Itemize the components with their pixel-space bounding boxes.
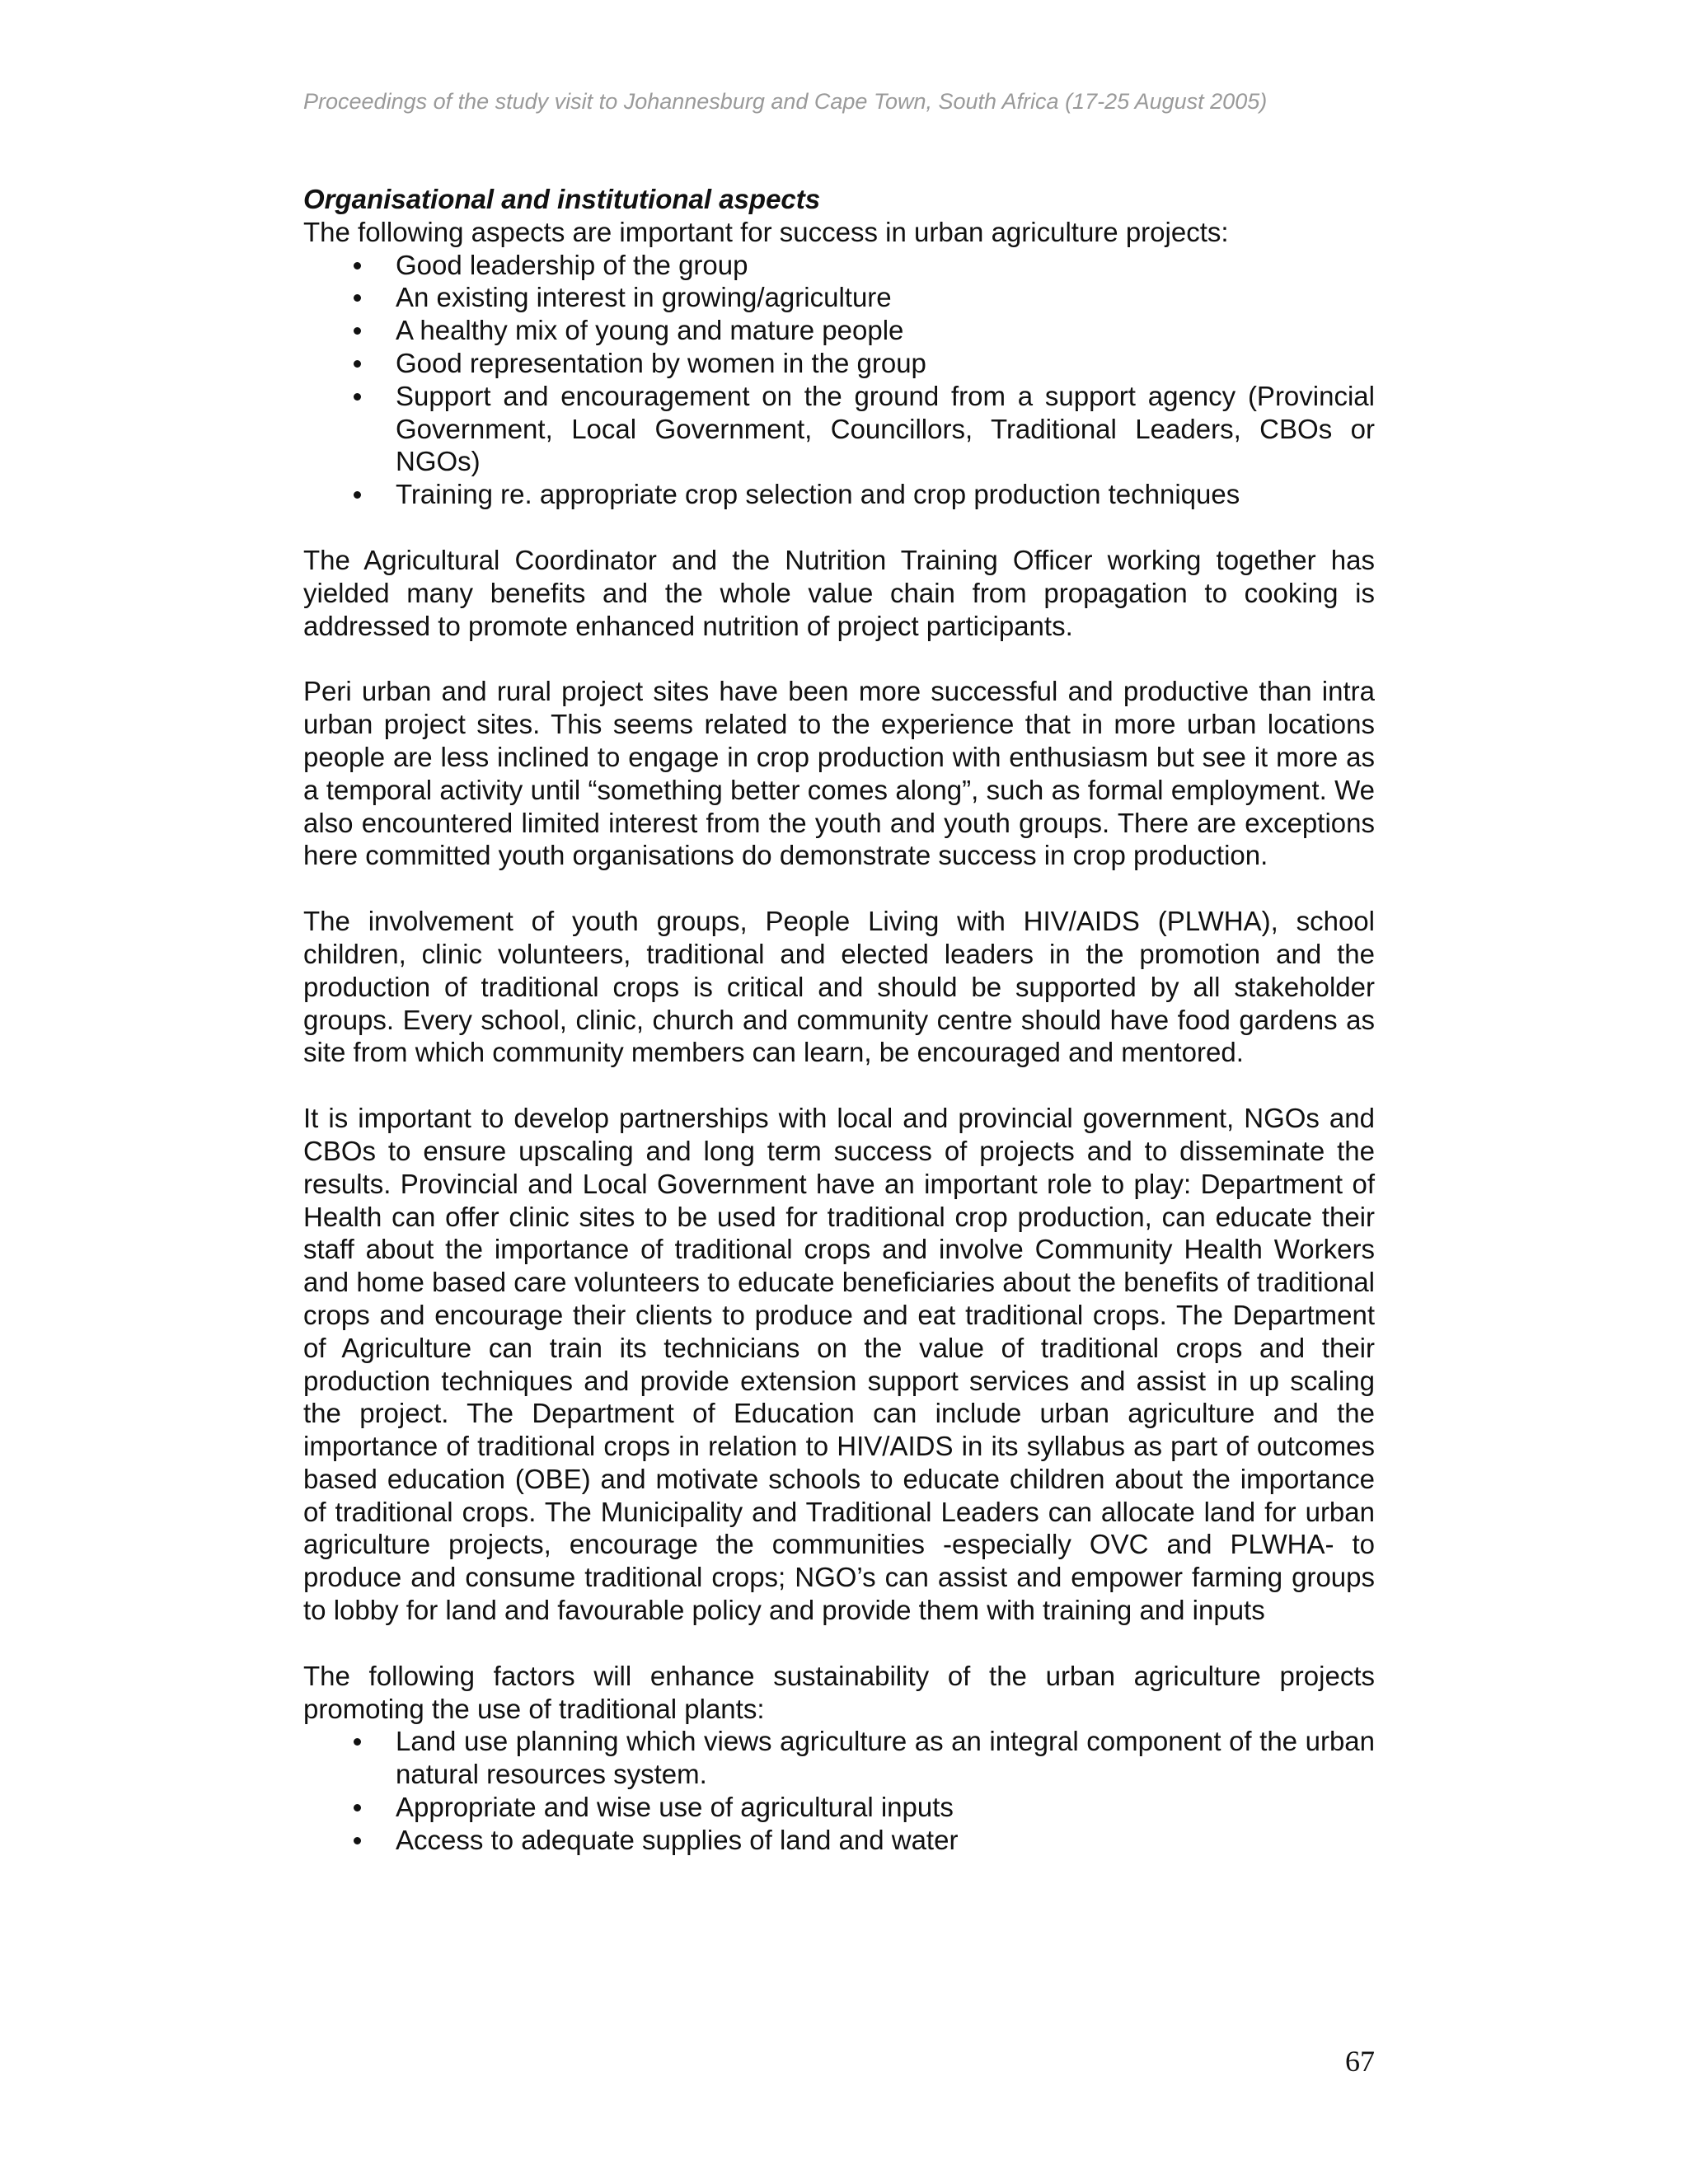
list-item	[303, 478, 1375, 511]
bullet-icon	[354, 393, 361, 401]
bullet-icon	[354, 262, 361, 269]
bullet-icon	[354, 1738, 361, 1746]
body-paragraph: Peri urban and rural project sites have been more successful and productive than intra urban project sites. This seems related to the experience that in more urban locations people are less inclined to engage in crop production with enthusiasm but see it more as a temporal activity until “something better comes along”, such as formal employment. We also encountered limited interest from the youth and youth groups. There are exceptions here committed youth organisations do demonstrate success in crop production.	[303, 676, 1375, 871]
body-paragraph: It is important to develop partnerships with local and provincial government, NGOs and CBOs to ensure upscaling and long term success of projects and to disseminate the results. Provincial and Local Government have an important role to play: Department of Health can offer clinic sites to be used for traditional crop production, can educate their staff about the importance of traditional crops and involve Community Health Workers and home based care volunteers to educate beneficiaries about the benefits of traditional crops and encourage their clients to produce and eat traditional crops. The Department of Agriculture can train its technicians on the value of traditional crops and their production techniques and provide extension support services and assist in up scaling the project. The Department of Education can include urban agriculture and the importance of traditional crops in relation to HIV/AIDS in its syllabus as part of outcomes based education (OBE) and motivate schools to educate children about the importance of traditional crops. The Municipality and Traditional Leaders can allocate land for urban agriculture projects, encourage the communities -especially OVC and PLWHA- to produce and consume traditional crops; NGO’s can assist and empower farming groups to lobby for land and favourable policy and provide them with training and inputs	[303, 1103, 1375, 1626]
list-item	[303, 347, 1375, 380]
success-factors-list	[303, 249, 1375, 511]
list-item-text: Support and encouragement on the ground from a support agency (Provincial Government, Local Government, Councillors, Traditional Leaders, CBOs or NGOs)	[396, 380, 1375, 477]
list-item	[303, 1791, 1375, 1824]
body-paragraph: The Agricultural Coordinator and the Nutrition Training Officer working together has yielded many benefits and the whole value chain from propagation to cooking is addressed to promote enhanced nutrition of project participants.	[303, 544, 1375, 641]
page-number: 67	[1345, 2045, 1375, 2078]
list-item-text: Land use planning which views agriculture as an integral component of the urban natural resources system.	[396, 1726, 1375, 1790]
list-item	[303, 1824, 1375, 1857]
page-body	[303, 183, 1375, 1857]
list-item	[303, 249, 1375, 282]
sustainability-intro: The following factors will enhance sustainability of the urban agriculture projects promoting the use of traditional plants:	[303, 1660, 1375, 1724]
list-item-text: Training re. appropriate crop selection and crop production techniques	[396, 479, 1240, 510]
bullet-icon	[354, 360, 361, 368]
list-item-text: An existing interest in growing/agriculture	[396, 282, 892, 313]
section-heading: Organisational and institutional aspects	[303, 184, 821, 214]
running-header: Proceedings of the study visit to Johannesburg and Cape Town, South Africa (17-25 August 2005)	[303, 89, 1268, 114]
body-paragraph: The involvement of youth groups, People Living with HIV/AIDS (PLWHA), school children, clinic volunteers, traditional and elected leaders in the promotion and the production of traditional crops is critical and should be supported by all stakeholder groups. Every school, clinic, church and community centre should have food gardens as site from which community members can learn, be encouraged and mentored.	[303, 906, 1375, 1068]
list-item	[303, 1725, 1375, 1791]
list-item-text: Good leadership of the group	[396, 249, 748, 280]
bullet-icon	[354, 1804, 361, 1811]
list-item	[303, 380, 1375, 478]
list-item-text: Good representation by women in the group	[396, 347, 926, 378]
intro-paragraph: The following aspects are important for success in urban agriculture projects:	[303, 216, 1229, 247]
list-item-text: Appropriate and wise use of agricultural inputs	[396, 1792, 954, 1823]
list-item	[303, 281, 1375, 314]
bullet-icon	[354, 1837, 361, 1844]
sustainability-factors-list	[303, 1725, 1375, 1856]
list-item-text: Access to adequate supplies of land and water	[396, 1824, 959, 1855]
list-item	[303, 314, 1375, 347]
bullet-icon	[354, 294, 361, 302]
list-item-text: A healthy mix of young and mature people	[396, 315, 904, 346]
bullet-icon	[354, 327, 361, 335]
bullet-icon	[354, 491, 361, 499]
